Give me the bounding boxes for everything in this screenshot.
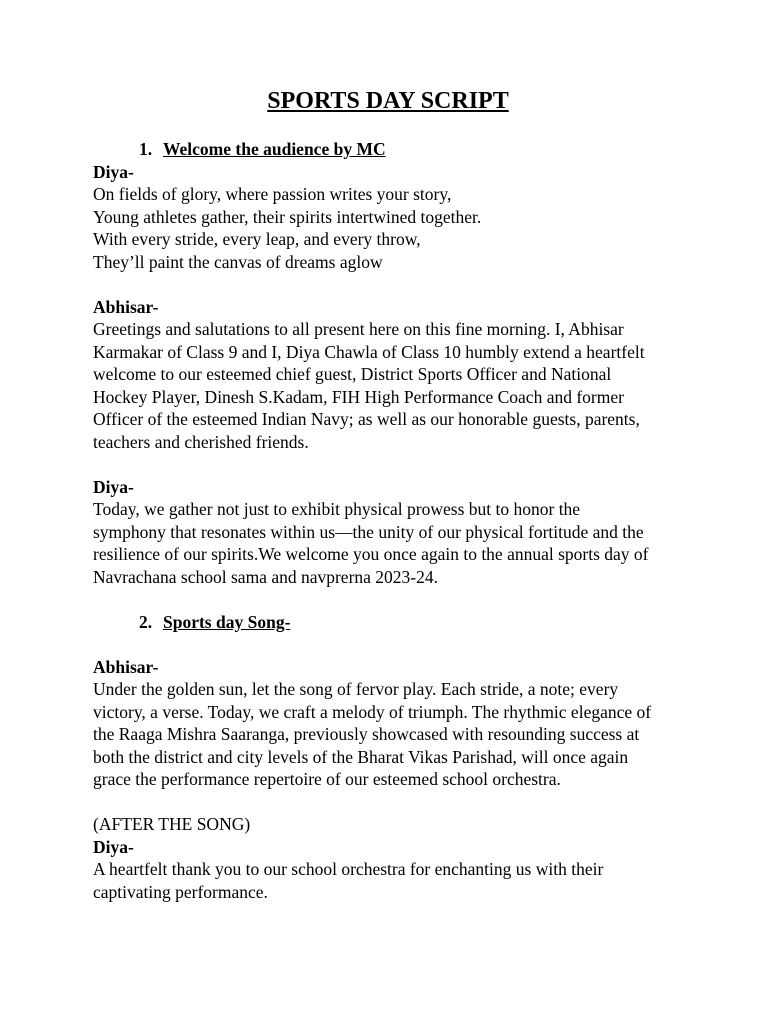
spacer: [93, 633, 683, 656]
poem-line: On fields of glory, where passion writes your story,: [93, 184, 452, 204]
paragraph-line: Navrachana school sama and navprerna 2023-24.: [93, 566, 439, 587]
paragraph-line: welcome to our esteemed chief guest, District Sports Officer and National: [93, 364, 612, 384]
section-2-heading: [93, 611, 683, 634]
paragraph-line: Today, we gather not just to exhibit physical prowess but to honor the: [93, 499, 581, 519]
paragraph-line: Under the golden sun, let the song of fervor play. Each stride, a note; every: [93, 679, 619, 699]
paragraph-line: Karmakar of Class 9 and I, Diya Chawla of Class 10 humbly extend a heartfelt: [93, 341, 645, 362]
poem-line: Young athletes gather, their spirits intertwined together.: [93, 206, 482, 227]
speaker-label: Abhisar-: [93, 296, 159, 317]
paragraph-line: Hockey Player, Dinesh S.Kadam, FIH High Performance Coach and former: [93, 386, 624, 407]
paragraph-line: symphony that resonates within us—the unity of our physical fortitude and the: [93, 521, 644, 542]
paragraph-line: teachers and cherished friends.: [93, 431, 309, 452]
paragraph-line: Officer of the esteemed Indian Navy; as well as our honorable guests, parents,: [93, 409, 640, 429]
paragraph-line: Greetings and salutations to all present here on this fine morning. I, Abhisar: [93, 319, 624, 339]
spacer: [93, 588, 683, 611]
speaker-label: Abhisar-: [93, 656, 159, 677]
paragraph-line: A heartfelt thank you to our school orchestra for enchanting us with their: [93, 859, 604, 879]
speaker-label: Diya-: [93, 476, 134, 497]
section-1-title: Welcome the audience by MC: [163, 139, 386, 159]
section-2-number: 2.: [139, 611, 153, 632]
poem-line: With every stride, every leap, and every throw,: [93, 229, 421, 249]
paragraph-line: both the district and city levels of the Bharat Vikas Parishad, will once again: [93, 746, 629, 767]
speaker-label: Diya-: [93, 836, 134, 857]
paragraph-line: grace the performance repertoire of our esteemed school orchestra.: [93, 769, 561, 789]
speaker-label: Diya-: [93, 161, 134, 182]
paragraph-line: captivating performance.: [93, 881, 268, 902]
paragraph-line: the Raaga Mishra Saaranga, previously showcased with resounding success at: [93, 724, 640, 744]
poem-line: They’ll paint the canvas of dreams aglow: [93, 251, 383, 272]
document-page: [93, 84, 683, 903]
section-1-heading: [93, 138, 683, 161]
spacer: [93, 791, 683, 814]
stage-note: (AFTER THE SONG): [93, 814, 251, 834]
paragraph-line: victory, a verse. Today, we craft a melody of triumph. The rhythmic elegance of: [93, 701, 652, 722]
section-1-number: 1.: [139, 139, 153, 159]
spacer: [93, 273, 683, 296]
document-title: SPORTS DAY SCRIPT: [267, 88, 509, 114]
spacer: [93, 453, 683, 476]
paragraph-line: resilience of our spirits.We welcome you once again to the annual sports day of: [93, 544, 649, 564]
section-2-title: Sports day Song-: [163, 611, 291, 632]
